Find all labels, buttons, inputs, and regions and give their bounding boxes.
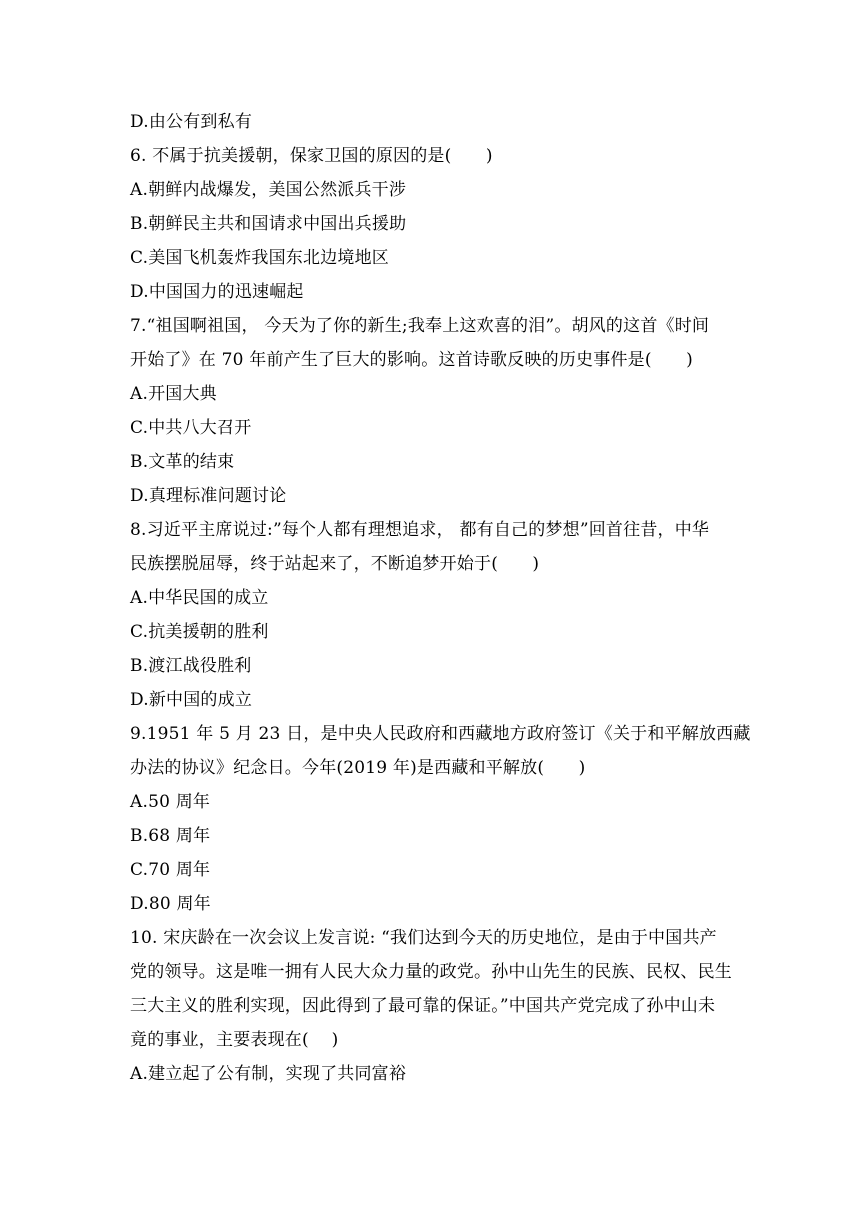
option-8a: A.中华民国的成立 <box>130 588 269 608</box>
option-6a: A.朝鲜内战爆发，美国公然派兵干涉 <box>130 180 407 200</box>
option-7c: C.中共八大召开 <box>130 418 252 438</box>
option-6b: B.朝鲜民主共和国请求中国出兵援助 <box>130 214 407 234</box>
option-6c: C.美国飞机轰炸我国东北边境地区 <box>130 248 390 268</box>
option-9c: C.70 周年 <box>130 860 211 880</box>
option-6d: D.中国国力的迅速崛起 <box>130 282 304 302</box>
question-10-line-3: 三大主义的胜利实现，因此得到了最可靠的保证。”中国共产党完成了孙中山未 <box>130 996 716 1016</box>
option-7a: A.开国大典 <box>130 384 217 404</box>
question-7-line-1: 7.“祖国啊祖国， 今天为了你的新生;我奉上这欢喜的泪”。胡风的这首《时间 <box>130 316 710 336</box>
option-9a: A.50 周年 <box>130 792 211 812</box>
question-9-line-1: 9.1951 年 5 月 23 日，是中央人民政府和西藏地方政府签订《关于和平解放西藏 <box>130 724 751 744</box>
question-10-line-1: 10. 宋庆龄在一次会议上发言说: “我们达到今天的历史地位，是由于中国共产 <box>130 928 717 948</box>
question-8-line-2: 民族摆脱屈辱，终于站起来了，不断追梦开始于( ) <box>130 554 540 574</box>
option-8b: B.渡江战役胜利 <box>130 656 252 676</box>
question-9-line-2: 办法的协议》纪念日。今年(2019 年)是西藏和平解放( ) <box>130 758 586 778</box>
question-10-line-4: 竟的事业，主要表现在( ) <box>130 1030 339 1050</box>
question-6: 6. 不属于抗美援朝，保家卫国的原因的是( ) <box>130 146 493 166</box>
option-5d: D.由公有到私有 <box>130 112 253 132</box>
question-7-line-2: 开始了》在 70 年前产生了巨大的影响。这首诗歌反映的历史事件是( ) <box>130 350 693 370</box>
question-8-line-1: 8.习近平主席说过:”每个人都有理想追求， 都有自己的梦想”回首往昔，中华 <box>130 520 710 540</box>
option-8c: C.抗美援朝的胜利 <box>130 622 269 642</box>
option-10a: A.建立起了公有制，实现了共同富裕 <box>130 1064 407 1084</box>
option-9d: D.80 周年 <box>130 894 211 914</box>
option-9b: B.68 周年 <box>130 826 211 846</box>
question-10-line-2: 党的领导。这是唯一拥有人民大众力量的政党。孙中山先生的民族、民权、民生 <box>130 962 732 982</box>
option-7b: B.文革的结束 <box>130 452 235 472</box>
option-7d: D.真理标准问题讨论 <box>130 486 287 506</box>
option-8d: D.新中国的成立 <box>130 690 253 710</box>
